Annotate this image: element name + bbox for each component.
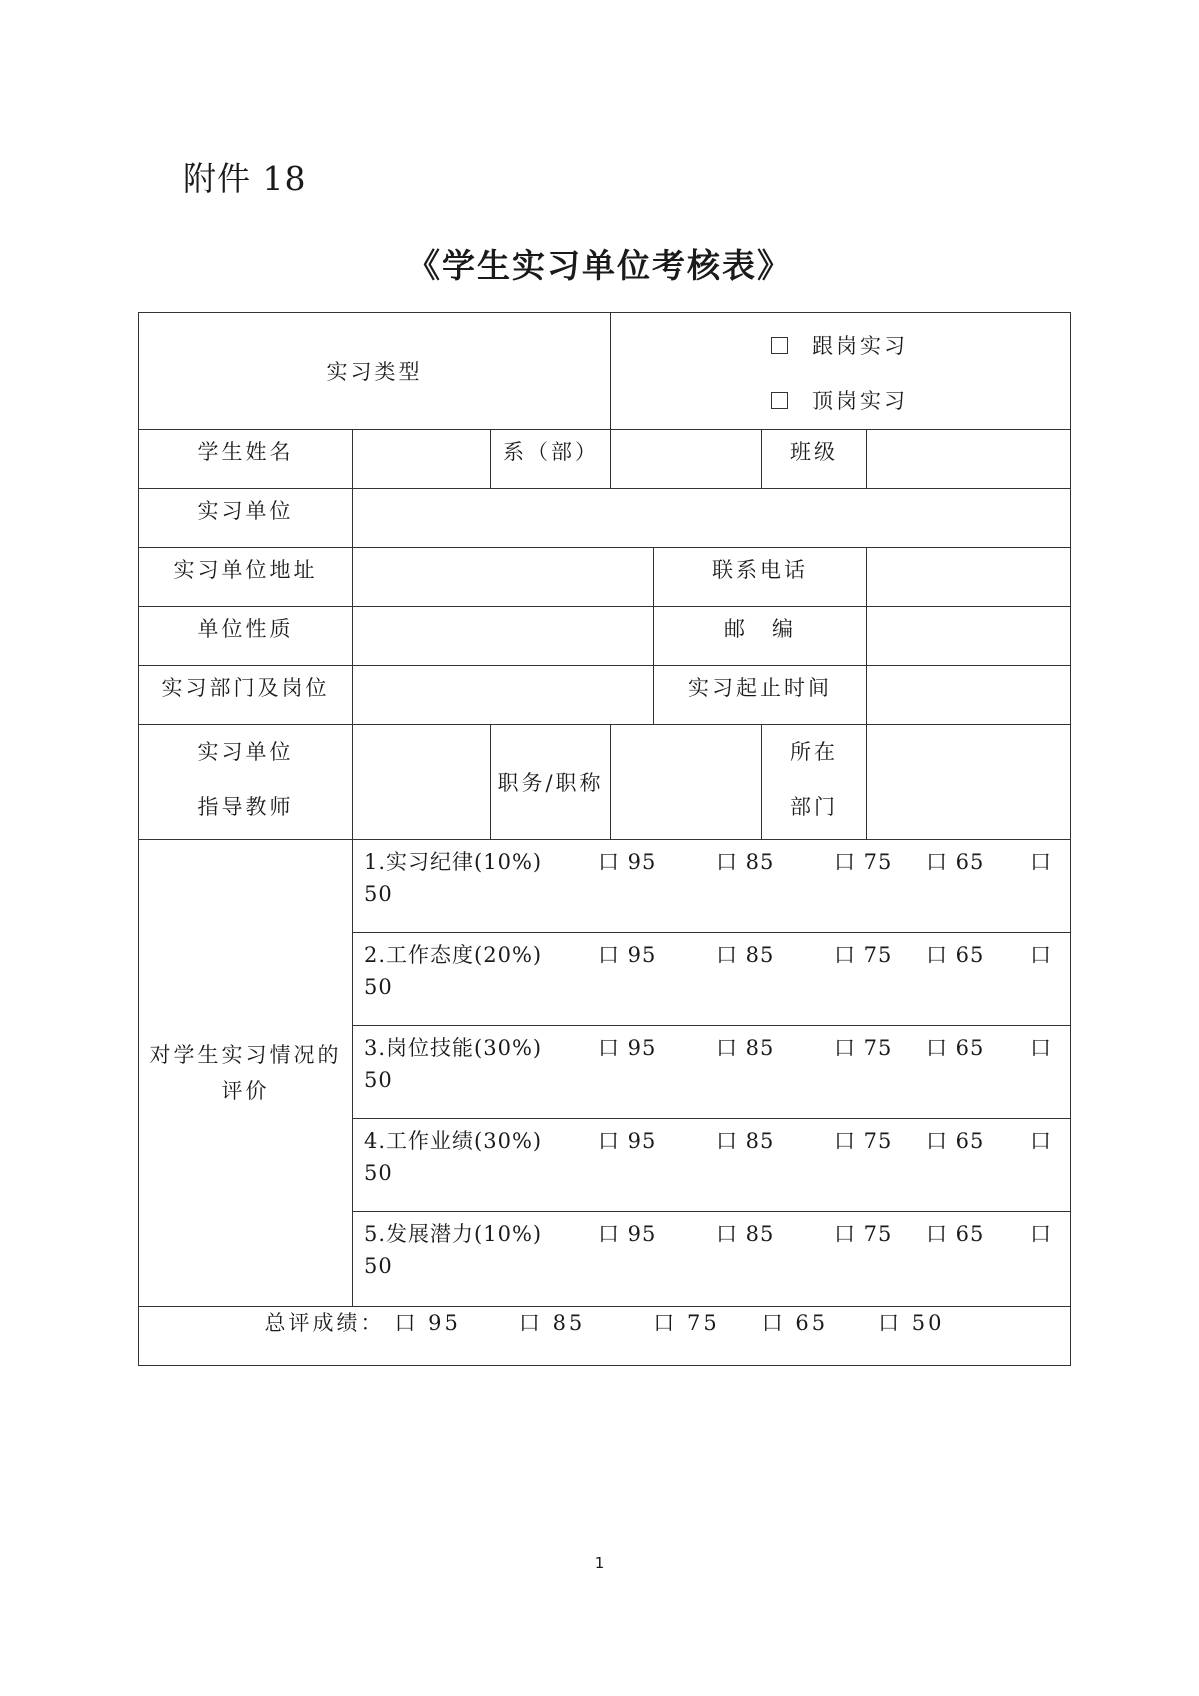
title-rank-label-cell (491, 725, 611, 840)
intern-type-label: 实习类型 (326, 360, 423, 384)
score-option-75[interactable]: 口 75 (834, 1222, 893, 1246)
class-label-cell (762, 430, 867, 489)
evaluation-criteria (353, 840, 1071, 1307)
option-shadow-internship[interactable] (771, 319, 1070, 374)
total-option-75[interactable]: 口 75 (653, 1311, 720, 1335)
phone-label-cell (654, 548, 867, 607)
score-option-75[interactable]: 口 75 (834, 850, 893, 874)
mentor-label-cell (139, 725, 353, 840)
score-option-75[interactable]: 口 75 (834, 1036, 893, 1060)
criterion-row (353, 1212, 1070, 1305)
score-option-75[interactable]: 口 75 (834, 1129, 893, 1153)
located-label-line2: 部门 (790, 795, 839, 819)
department-label-cell (491, 430, 611, 489)
annex-label: 附件 18 (183, 159, 307, 198)
score-option-85[interactable]: 口 85 (716, 1129, 775, 1153)
unit-label-cell (139, 489, 353, 548)
total-score-label: 总评成绩： (264, 1311, 385, 1335)
evaluation-label-cell (139, 840, 353, 1307)
criterion-row (353, 840, 1070, 933)
criterion-row (353, 1119, 1070, 1212)
score-option-50-box[interactable]: 口 (1030, 1129, 1053, 1153)
dept-position-label: 实习部门及岗位 (161, 676, 330, 700)
score-option-50-box[interactable]: 口 (1030, 850, 1053, 874)
evaluation-label: 对学生实习情况的评价 (149, 1043, 342, 1103)
option-shadow-label: 跟岗实习 (812, 334, 909, 358)
total-option-85[interactable]: 口 85 (518, 1311, 586, 1335)
criterion-name: 2.工作态度(20%) (364, 943, 543, 967)
located-label-line1: 所在 (790, 740, 839, 764)
assessment-form (138, 312, 1071, 1366)
score-option-85[interactable]: 口 85 (716, 1036, 775, 1060)
unit-nature-label: 单位性质 (197, 617, 294, 641)
score-option-95[interactable]: 口 95 (598, 1129, 657, 1153)
criterion-name: 3.岗位技能(30%) (364, 1036, 543, 1060)
department-label: 系（部） (503, 440, 599, 464)
dept-position-field[interactable] (353, 666, 654, 725)
score-option-50-box[interactable]: 口 (1030, 943, 1053, 967)
unit-address-label-cell (139, 548, 353, 607)
unit-label: 实习单位 (197, 499, 294, 523)
mentor-label-line1: 实习单位 (197, 740, 294, 764)
title-rank-field[interactable] (611, 725, 762, 840)
title-rank-label: 职务/职称 (497, 771, 604, 795)
option-full-internship[interactable] (771, 374, 1070, 429)
unit-address-label: 实习单位地址 (173, 558, 318, 582)
score-option-85[interactable]: 口 85 (716, 1222, 775, 1246)
score-option-65[interactable]: 口 65 (926, 1222, 985, 1246)
score-option-50-value: 50 (364, 1161, 393, 1185)
total-option-50[interactable]: 口 50 (878, 1311, 945, 1335)
unit-nature-field[interactable] (353, 607, 654, 666)
score-option-95[interactable]: 口 95 (598, 1036, 657, 1060)
postcode-label: 邮 编 (724, 617, 797, 641)
score-option-65[interactable]: 口 65 (926, 943, 985, 967)
department-field[interactable] (611, 430, 762, 489)
period-field[interactable] (867, 666, 1071, 725)
score-option-95[interactable]: 口 95 (598, 943, 657, 967)
score-option-50-value: 50 (364, 1068, 393, 1092)
located-label-cell (762, 725, 867, 840)
criterion-row (353, 933, 1070, 1026)
total-option-65[interactable]: 口 65 (761, 1311, 829, 1335)
checkbox-icon[interactable] (771, 392, 788, 409)
score-option-50-box[interactable]: 口 (1030, 1222, 1053, 1246)
score-option-65[interactable]: 口 65 (926, 1129, 985, 1153)
postcode-field[interactable] (867, 607, 1071, 666)
class-label: 班级 (790, 440, 839, 464)
score-option-50-box[interactable]: 口 (1030, 1036, 1053, 1060)
dept-position-label-cell (139, 666, 353, 725)
period-label-cell (654, 666, 867, 725)
score-option-75[interactable]: 口 75 (834, 943, 893, 967)
score-option-95[interactable]: 口 95 (598, 850, 657, 874)
unit-field[interactable] (353, 489, 1071, 548)
page-number: 1 (594, 1554, 605, 1572)
mentor-label-line2: 指导教师 (197, 795, 294, 819)
option-full-label: 顶岗实习 (812, 389, 909, 413)
criterion-name: 4.工作业绩(30%) (364, 1129, 543, 1153)
score-option-50-value: 50 (364, 1254, 393, 1278)
class-field[interactable] (867, 430, 1071, 489)
phone-label: 联系电话 (712, 558, 809, 582)
located-field[interactable] (867, 725, 1071, 840)
score-option-50-value: 50 (364, 975, 393, 999)
total-option-95[interactable]: 口 95 (394, 1311, 461, 1335)
score-option-50-value: 50 (364, 882, 393, 906)
score-option-85[interactable]: 口 85 (716, 943, 775, 967)
score-option-65[interactable]: 口 65 (926, 850, 985, 874)
score-option-85[interactable]: 口 85 (716, 850, 775, 874)
student-name-label-cell (139, 430, 353, 489)
criterion-name: 1.实习纪律(10%) (364, 850, 543, 874)
intern-type-label-cell (139, 313, 611, 430)
postcode-label-cell (654, 607, 867, 666)
score-option-95[interactable]: 口 95 (598, 1222, 657, 1246)
score-option-65[interactable]: 口 65 (926, 1036, 985, 1060)
phone-field[interactable] (867, 548, 1071, 607)
checkbox-icon[interactable] (771, 337, 788, 354)
period-label: 实习起止时间 (688, 676, 833, 700)
unit-nature-label-cell (139, 607, 353, 666)
unit-address-field[interactable] (353, 548, 654, 607)
intern-type-options-cell (611, 313, 1071, 430)
mentor-field[interactable] (353, 725, 491, 840)
student-name-label: 学生姓名 (197, 440, 294, 464)
criterion-name: 5.发展潜力(10%) (364, 1222, 543, 1246)
page-title: 《学生实习单位考核表》 (407, 246, 792, 285)
total-score-row (139, 1307, 1071, 1366)
student-name-field[interactable] (353, 430, 491, 489)
criterion-row (353, 1026, 1070, 1119)
